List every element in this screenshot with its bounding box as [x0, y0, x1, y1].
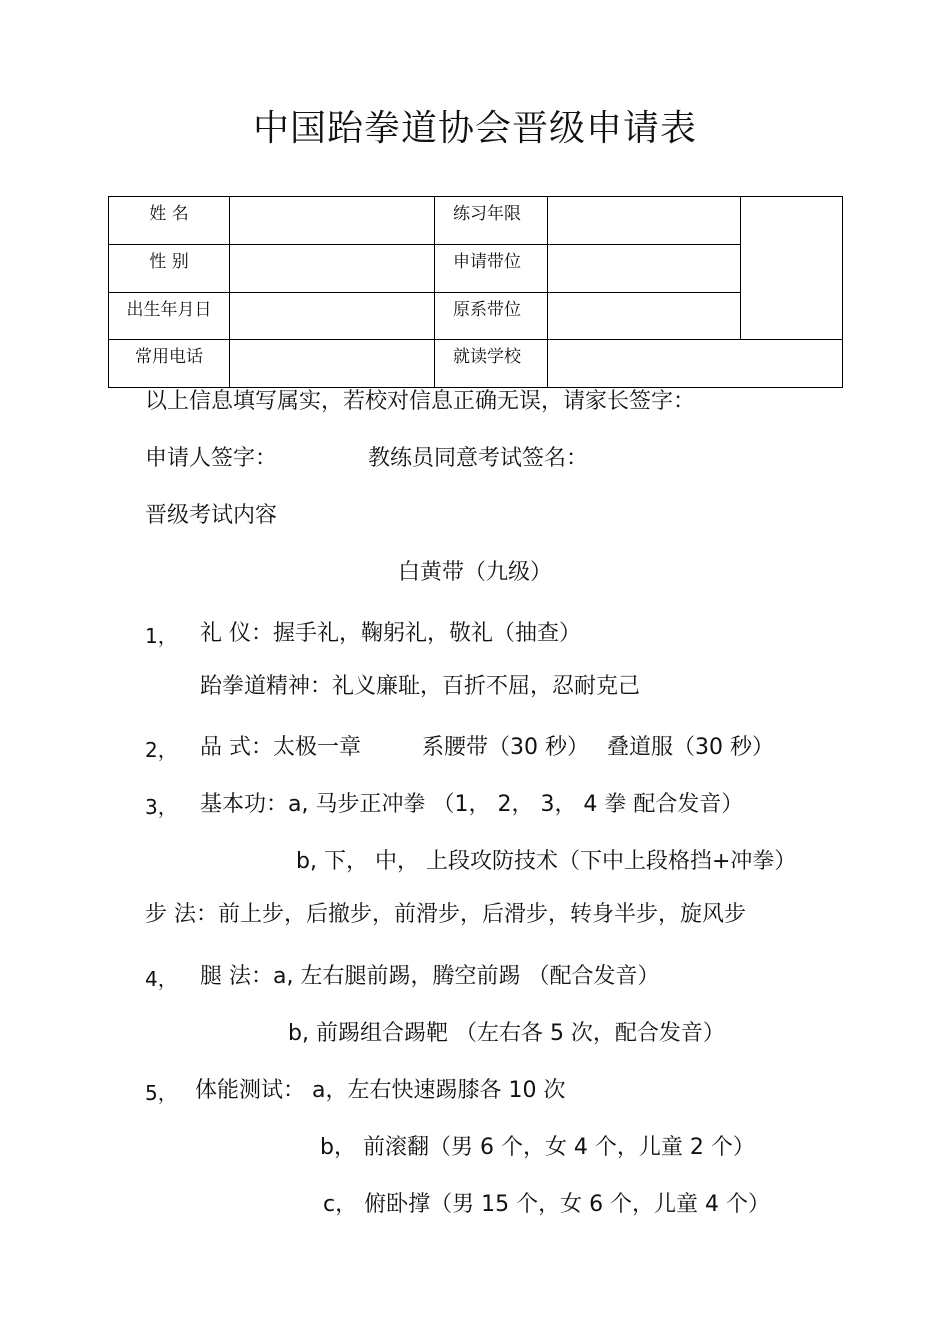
- years-label: 练习年限: [435, 197, 548, 245]
- apply-belt-field[interactable]: [548, 244, 741, 292]
- apply-belt-label: 申请带位: [435, 244, 548, 292]
- phone-label: 常用电话: [109, 340, 230, 388]
- applicant-sign-label: 申请人签字：: [145, 446, 278, 471]
- item-4-number: 4，: [145, 967, 178, 991]
- confirm-note: 以上信息填写属实，若校对信息正确无误，请家长签字：: [145, 389, 696, 414]
- application-form-table: [108, 196, 843, 388]
- years-field[interactable]: [548, 197, 741, 245]
- item-5-text: 体能测试： a，左右快速踢膝各 10 次: [195, 1078, 566, 1103]
- coach-sign-label: 教练员同意考试签名：: [368, 446, 589, 471]
- gender-label: 性 别: [109, 244, 230, 292]
- orig-belt-field[interactable]: [548, 292, 741, 340]
- item-3-number: 3，: [145, 795, 178, 819]
- name-label: 姓 名: [109, 197, 230, 245]
- item-1-number: 1，: [145, 624, 178, 648]
- school-field[interactable]: [548, 340, 843, 388]
- item-4-text: 腿 法：a, 左右腿前踢，腾空前踢 （配合发音）: [200, 964, 660, 989]
- item-2-uniform: 叠道服（30 秒）: [607, 735, 774, 760]
- orig-belt-label: 原系带位: [435, 292, 548, 340]
- belt-level-heading: 白黄带（九级）: [397, 560, 552, 585]
- item-2-belt: 系腰带（30 秒）: [422, 735, 589, 760]
- item-5-c: c， 俯卧撑（男 15 个，女 6 个，儿童 4 个）: [323, 1192, 771, 1217]
- exam-content-heading: 晋级考试内容: [145, 503, 278, 528]
- gender-field[interactable]: [230, 244, 435, 292]
- item-1-sub: 跆拳道精神：礼义廉耻，百折不屈，忍耐克己: [200, 674, 641, 699]
- birth-label: 出生年月日: [109, 292, 230, 340]
- item-2-number: 2，: [145, 738, 178, 762]
- item-5-number: 5，: [145, 1081, 178, 1105]
- item-1-text: 礼 仪：握手礼，鞠躬礼，敬礼（抽查）: [200, 621, 581, 646]
- item-5-b: b， 前滚翻（男 6 个，女 4 个，儿童 2 个）: [320, 1135, 755, 1160]
- page-title: 中国跆拳道协会晋级申请表: [252, 108, 697, 149]
- item-2-text: 品 式：太极一章: [200, 735, 361, 760]
- item-3-text: 基本功：a, 马步正冲拳 （1， 2， 3， 4 拳 配合发音）: [200, 792, 744, 817]
- school-label: 就读学校: [435, 340, 548, 388]
- name-field[interactable]: [230, 197, 435, 245]
- steps-text: 步 法：前上步，后撤步，前滑步，后滑步，转身半步，旋风步: [145, 902, 746, 927]
- item-4-b: b, 前踢组合踢靶 （左右各 5 次，配合发音）: [288, 1021, 725, 1046]
- birth-field[interactable]: [230, 292, 435, 340]
- item-3-b: b, 下， 中， 上段攻防技术（下中上段格挡+冲拳）: [296, 849, 797, 874]
- phone-field[interactable]: [230, 340, 435, 388]
- photo-box[interactable]: [741, 197, 843, 340]
